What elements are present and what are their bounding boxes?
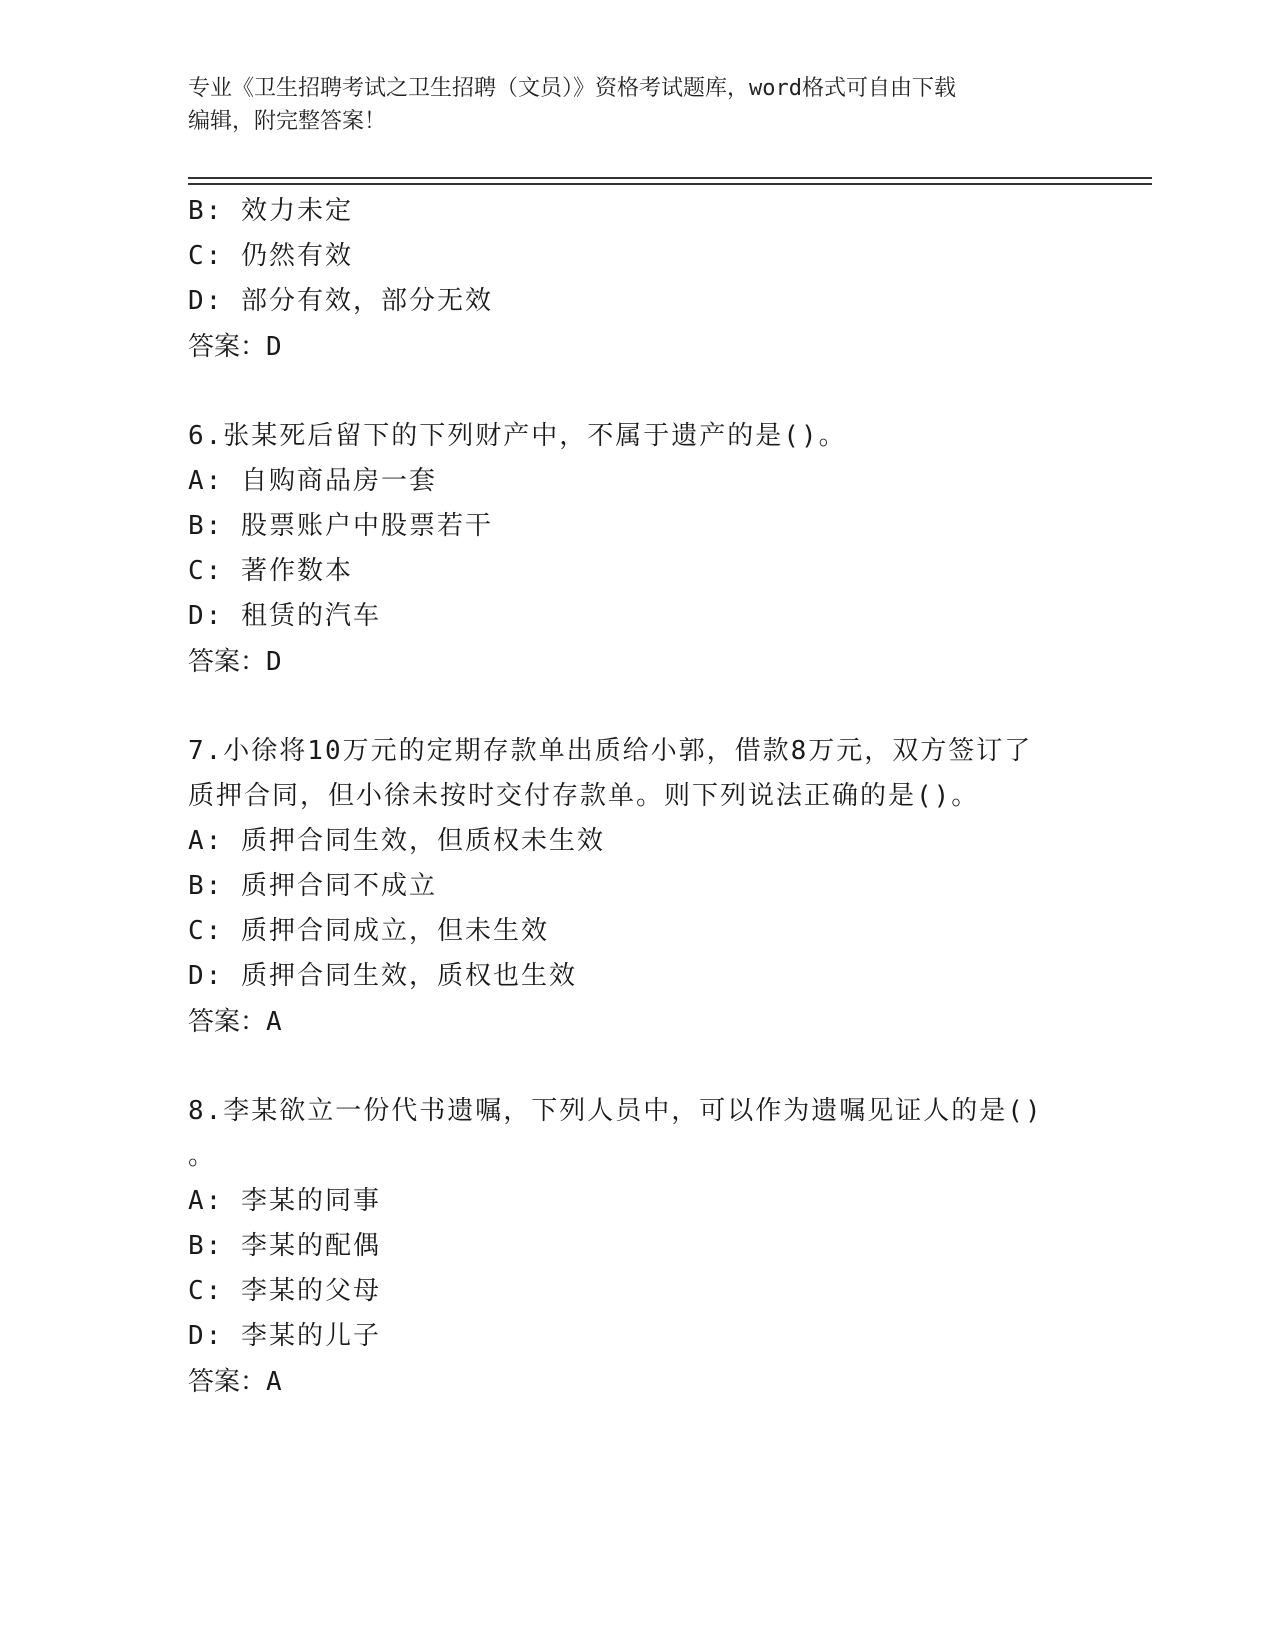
q7-stem-line-1: 7.小徐将10万元的定期存款单出质给小郭，借款8万元，双方签订了 bbox=[188, 736, 1033, 766]
q6-answer: 答案：D bbox=[188, 647, 282, 677]
q8-option-b: B: 李某的配偶 bbox=[188, 1231, 381, 1261]
q8-option-c: C: 李某的父母 bbox=[188, 1276, 381, 1306]
q8-stem-line-1: 8.李某欲立一份代书遗嘱，下列人员中，可以作为遗嘱见证人的是() bbox=[188, 1096, 1043, 1126]
q5-option-b: B: 效力未定 bbox=[188, 196, 353, 226]
q6-option-a: A: 自购商品房一套 bbox=[188, 466, 437, 496]
header-line-2: 编辑，附完整答案！ bbox=[188, 109, 387, 134]
q7-answer: 答案：A bbox=[188, 1007, 282, 1037]
q6-option-d: D: 租赁的汽车 bbox=[188, 601, 381, 631]
header-line-1: 专业《卫生招聘考试之卫生招聘（文员）》资格考试题库，word格式可自由下载 bbox=[188, 76, 956, 101]
q5-option-c: C: 仍然有效 bbox=[188, 241, 353, 271]
q7-option-a: A: 质押合同生效，但质权未生效 bbox=[188, 826, 605, 856]
header-divider-bottom bbox=[188, 183, 1152, 185]
q8-option-a: A: 李某的同事 bbox=[188, 1186, 381, 1216]
q8-answer: 答案：A bbox=[188, 1367, 282, 1397]
q7-option-b: B: 质押合同不成立 bbox=[188, 871, 437, 901]
q7-stem-line-2: 质押合同，但小徐未按时交付存款单。则下列说法正确的是()。 bbox=[188, 781, 980, 811]
q6-option-b: B: 股票账户中股票若干 bbox=[188, 511, 493, 541]
q6-option-c: C: 著作数本 bbox=[188, 556, 353, 586]
q8-stem-line-2: 。 bbox=[188, 1141, 217, 1171]
q6-stem: 6.张某死后留下的下列财产中，不属于遗产的是()。 bbox=[188, 421, 847, 451]
q7-option-d: D: 质押合同生效，质权也生效 bbox=[188, 961, 577, 991]
header-divider-top bbox=[188, 177, 1152, 179]
q5-answer: 答案：D bbox=[188, 332, 282, 362]
q8-option-d: D: 李某的儿子 bbox=[188, 1321, 381, 1351]
q5-option-d: D: 部分有效，部分无效 bbox=[188, 286, 493, 316]
q7-option-c: C: 质押合同成立，但未生效 bbox=[188, 916, 549, 946]
document-header bbox=[188, 72, 1088, 138]
